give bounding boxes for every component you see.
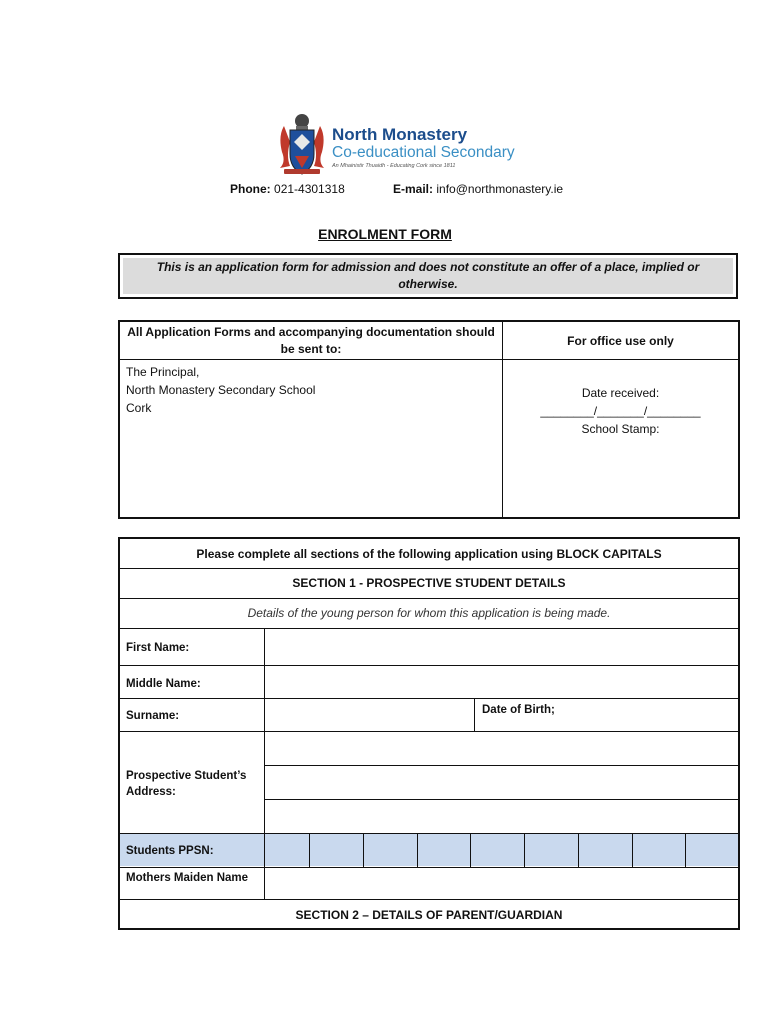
email-line [393,182,563,196]
disclaimer-text: This is an application form for admission and does not constitute an offer of a place, implied or otherwise. [123,258,733,294]
block-capitals-instruction: Please complete all sections of the following application using BLOCK CAPITALS [196,547,662,561]
page-title: ENROLMENT FORM [318,226,452,242]
submission-heading: All Application Forms and accompanying documentation should be sent to: [127,325,495,356]
school-name: North Monastery [332,125,468,144]
section-1-title: SECTION 1 - PROSPECTIVE STUDENT DETAILS [292,576,566,590]
ppsn-char-field[interactable] [634,834,684,866]
student-details-table [118,537,740,930]
ppsn-char-field[interactable] [526,834,577,866]
address-line-1-field[interactable] [266,732,738,764]
phone-line [230,182,345,196]
surname-field[interactable] [266,699,474,731]
ppsn-char-field[interactable] [687,834,738,866]
address-line: North Monastery Secondary School [126,383,316,397]
mothers-maiden-name-label: Mothers Maiden Name [126,872,249,884]
address-line: The Principal, [126,365,200,379]
ppsn-label: Students PPSN: [126,845,214,857]
address-line-2-field[interactable] [266,766,738,798]
office-use-area [503,384,738,438]
disclaimer-box [118,253,738,299]
school-crest-icon [276,112,328,176]
ppsn-char-field[interactable] [311,834,362,866]
middle-name-label: Middle Name: [126,678,201,690]
address-line: Cork [126,401,152,415]
email-value[interactable]: info@northmonastery.ie [436,182,564,196]
principal-address [126,363,315,417]
ppsn-char-field[interactable] [266,834,308,866]
school-subtitle: Co-educational Secondary [332,144,515,161]
ppsn-char-field[interactable] [419,834,469,866]
phone-label: Phone: [230,182,271,196]
first-name-label: First Name: [126,642,190,654]
dob-label: Date of Birth; [482,704,555,716]
ppsn-char-field[interactable] [580,834,631,866]
school-stamp-label: School Stamp: [581,422,660,436]
email-label: E-mail: [393,182,434,196]
middle-name-field[interactable] [266,666,738,698]
school-logo [276,112,546,176]
school-tagline: An Mhainistir Thuaidh - Educating Cork since 1811 [332,163,456,169]
date-received-label: Date received: [581,386,660,400]
dob-field[interactable] [570,699,738,731]
date-received-field: ________/_______/________ [540,404,701,418]
ppsn-char-field[interactable] [472,834,523,866]
submission-address-table [118,320,740,519]
address-line-3-field[interactable] [266,800,738,832]
mothers-maiden-name-field[interactable] [266,868,738,899]
section-1-subtitle: Details of the young person for whom this application is being made. [247,606,611,620]
section-2-title: SECTION 2 – DETAILS OF PARENT/GUARDIAN [295,908,563,922]
first-name-field[interactable] [266,629,738,665]
surname-label: Surname: [126,710,180,722]
student-address-label: Prospective Student’s Address: [126,770,247,798]
ppsn-char-field[interactable] [365,834,416,866]
phone-value: 021-4301318 [274,182,345,196]
office-use-heading: For office use only [567,334,674,348]
